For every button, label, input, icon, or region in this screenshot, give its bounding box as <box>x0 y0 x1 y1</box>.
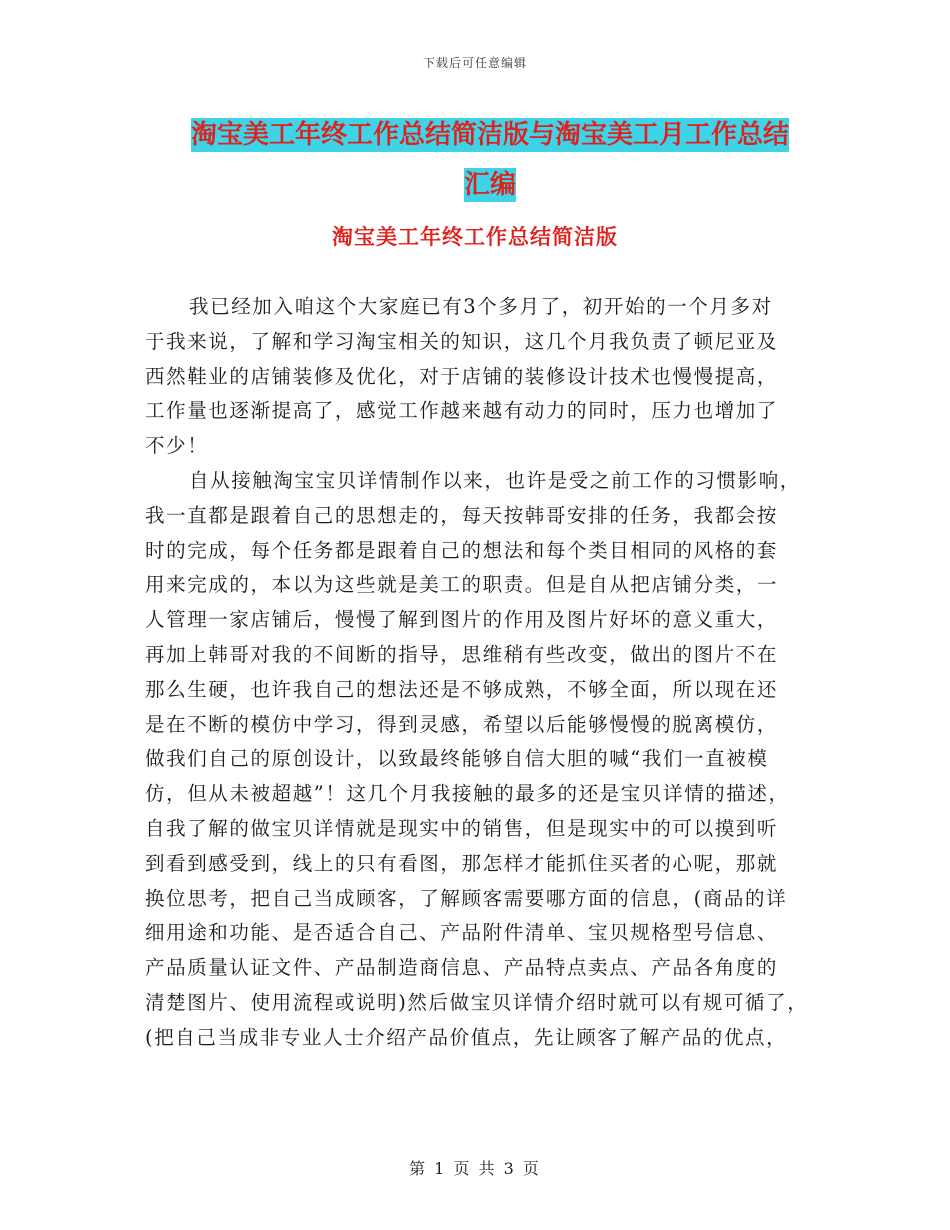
paragraph-line: 我已经加入咱这个大家庭已有3个多月了，初开始的一个月多对 <box>189 295 773 318</box>
document-title-line-2: 汇编 <box>463 170 516 200</box>
paragraph-line: 再加上韩哥对我的不间断的指导，思维稍有些改变，做出的图片不在 <box>145 642 779 666</box>
paragraph-line: 自从接触淘宝宝贝详情制作以来，也许是受之前工作的习惯影响， <box>189 468 801 492</box>
paragraph-line: (把自己当成非专业人士介绍产品价值点，先让顾客了解产品的优点， <box>145 1025 788 1049</box>
paragraph-line: 用来完成的，本以为这些就是美工的职责。但是自从把店铺分类，一 <box>145 573 779 597</box>
body-text <box>145 290 809 1056</box>
paragraph-line: 做我们自己的原创设计，以致最终能够自信大胆的喊“我们一直被模 <box>145 747 769 771</box>
page-header-note: 下载后可任意编辑 <box>422 56 527 70</box>
section-title: 淘宝美工年终工作总结简洁版 <box>332 225 618 249</box>
paragraph-line: 换位思考，把自己当成顾客，了解顾客需要哪方面的信息，(商品的详 <box>145 886 788 910</box>
document-title <box>140 110 840 210</box>
paragraph-line: 到看到感受到，线上的只有看图，那怎样才能抓住买者的心呢，那就 <box>145 851 779 875</box>
page-number: 第 1 页 共 3 页 <box>409 1159 541 1178</box>
paragraph-line: 人管理一家店铺后，慢慢了解到图片的作用及图片好坏的意义重大， <box>145 608 779 632</box>
paragraph-line: 那么生硬，也许我自己的想法还是不够成熟，不够全面，所以现在还 <box>145 677 779 701</box>
paragraph-line: 自我了解的做宝贝详情就是现实中的销售，但是现实中的可以摸到听 <box>145 816 779 840</box>
paragraph-line: 清楚图片、使用流程或说明)然后做宝贝详情介绍时就可以有规可循了， <box>145 990 809 1014</box>
paragraph-line: 仿，但从未被超越”！这几个月我接触的最多的还是宝贝详情的描述， <box>145 782 790 806</box>
paragraph-line: 产品质量认证文件、产品制造商信息、产品特点卖点、产品各角度的 <box>145 956 779 980</box>
document-title-line-1: 淘宝美工年终工作总结简洁版与淘宝美工月工作总结 <box>190 120 789 150</box>
paragraph-line: 时的完成，每个任务都是跟着自己的想法和每个类目相同的风格的套 <box>145 538 779 562</box>
paragraph-line: 不少！ <box>145 434 209 458</box>
paragraph-line: 工作量也逐渐提高了，感觉工作越来越有动力的同时，压力也增加了 <box>145 399 779 423</box>
paragraph-line: 我一直都是跟着自己的思想走的，每天按韩哥安排的任务，我都会按 <box>145 503 779 527</box>
paragraph-line: 于我来说，了解和学习淘宝相关的知识，这几个月我负责了顿尼亚及 <box>145 329 779 353</box>
paragraph-line: 细用途和功能、是否适合自己、产品附件清单、宝贝规格型号信息、 <box>145 921 779 945</box>
paragraph-line: 是在不断的模仿中学习，得到灵感，希望以后能够慢慢的脱离模仿， <box>145 712 779 736</box>
paragraph-line: 西然鞋业的店铺装修及优化，对于店铺的装修设计技术也慢慢提高， <box>145 364 779 388</box>
